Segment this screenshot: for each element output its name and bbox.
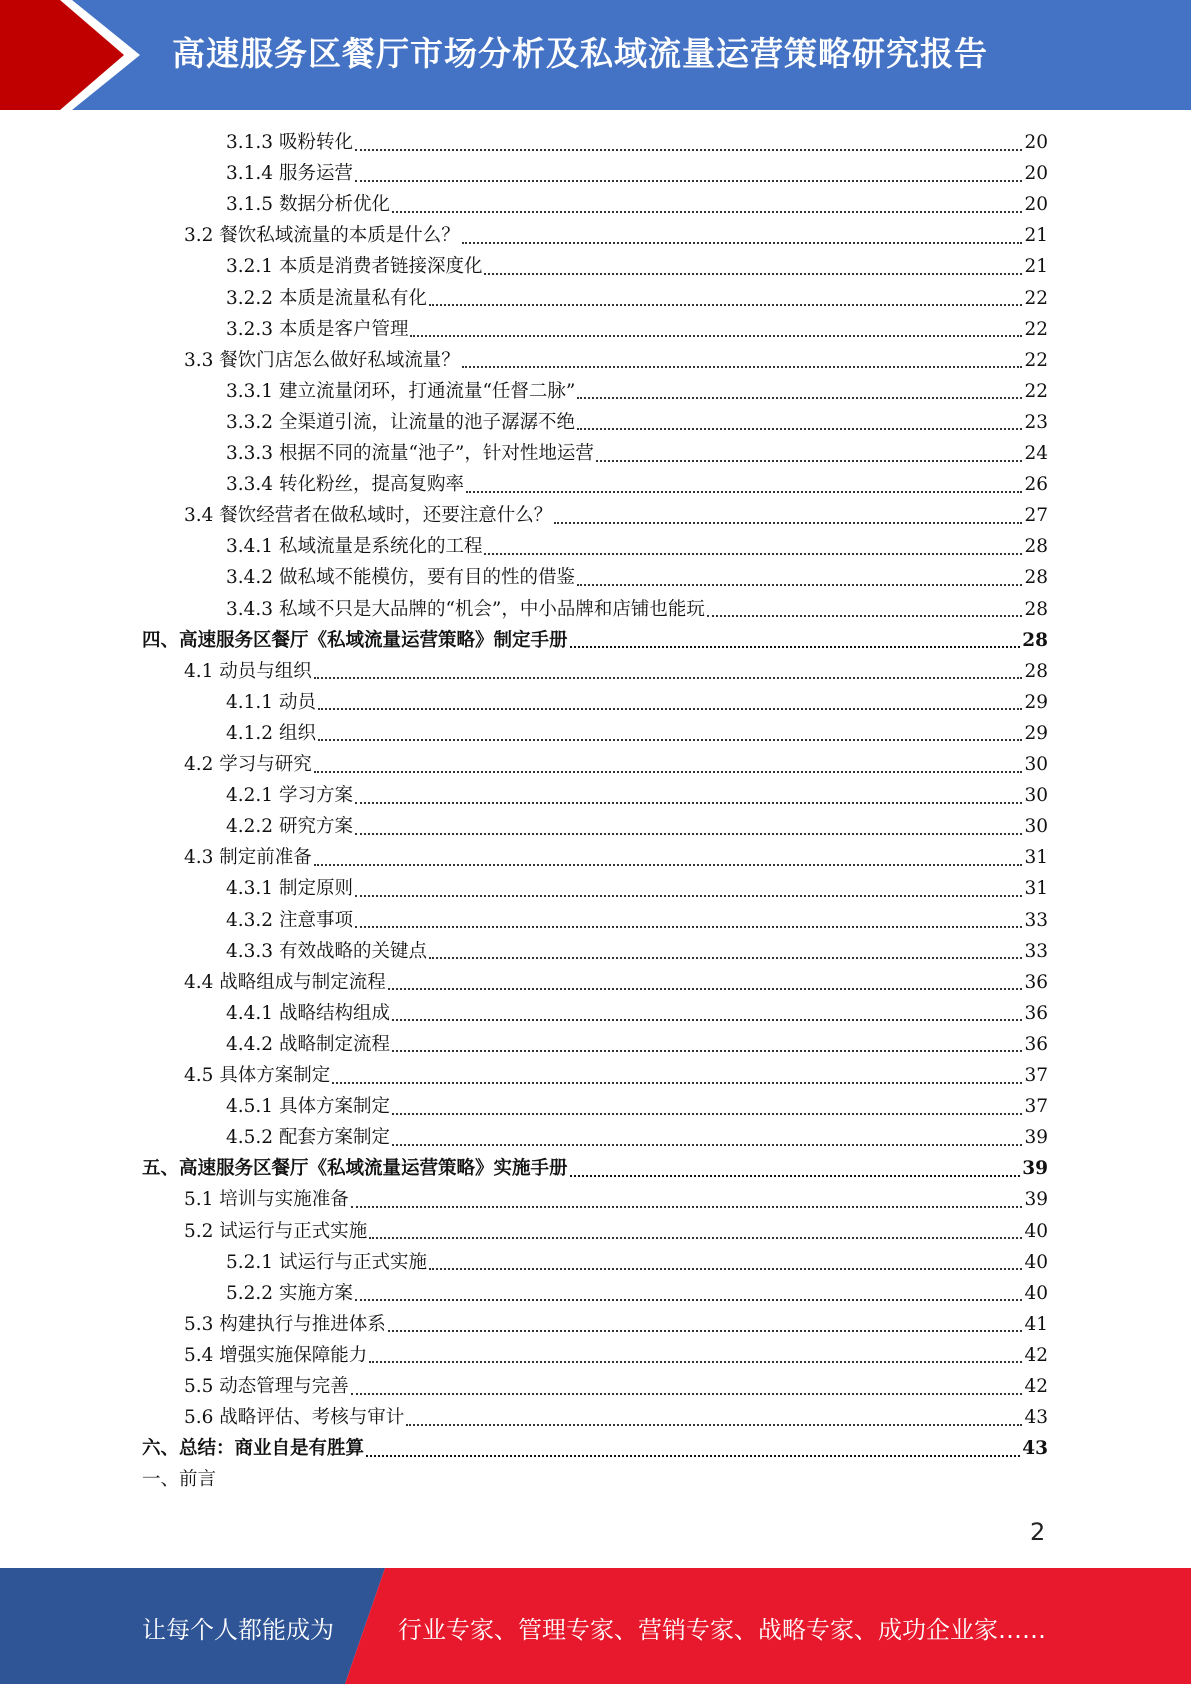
toc-entry-title: 3.4.2 做私域不能模仿，要有目的性的借鉴 — [226, 567, 575, 589]
toc-entry-page: 29 — [1024, 722, 1048, 744]
toc-entry-page: 21 — [1024, 225, 1048, 247]
toc-entry[interactable] — [0, 345, 1048, 376]
toc-entry[interactable] — [0, 1247, 1048, 1278]
toc-entry[interactable] — [0, 1464, 600, 1495]
toc-entry-title: 4.5.2 配套方案制定 — [226, 1127, 390, 1149]
toc-entry-page: 39 — [1022, 1158, 1048, 1180]
toc-entry-title: 4.1.1 动员 — [226, 691, 316, 713]
toc-entry-title: 3.4 餐饮经营者在做私域时，还要注意什么？ — [184, 505, 553, 527]
toc-entry-title: 3.1.4 服务运营 — [226, 163, 353, 185]
toc-leader-dots — [392, 1144, 1022, 1146]
toc-entry-page: 28 — [1024, 660, 1048, 682]
toc-entry-page: 21 — [1024, 256, 1048, 278]
toc-entry[interactable] — [0, 998, 1048, 1029]
toc-entry[interactable] — [0, 1433, 1048, 1464]
toc-entry-title: 4.1.2 组织 — [226, 722, 316, 744]
toc-entry-page: 23 — [1024, 411, 1048, 433]
toc-entry[interactable] — [0, 656, 1048, 687]
toc-entry[interactable] — [0, 251, 1048, 282]
page-header — [0, 0, 1191, 110]
toc-entry-title: 3.2.2 本质是流量私有化 — [226, 287, 427, 309]
toc-entry-title: 5.6 战略评估、考核与审计 — [184, 1407, 405, 1429]
toc-leader-dots — [369, 1361, 1022, 1363]
toc-leader-dots — [388, 1330, 1023, 1332]
toc-entry[interactable] — [0, 562, 1048, 593]
toc-leader-dots — [392, 1050, 1022, 1052]
toc-entry-title: 3.4.1 私域流量是系统化的工程 — [226, 536, 483, 558]
toc-entry-page: 22 — [1024, 318, 1048, 340]
toc-entry-title: 4.5 具体方案制定 — [184, 1065, 331, 1086]
toc-entry-page: 31 — [1024, 847, 1048, 869]
footer-slogan-right: 行业专家、管理专家、营销专家、战略专家、成功企业家…… — [398, 1616, 1046, 1644]
toc-leader-dots — [570, 1175, 1021, 1177]
toc-entry-title: 4.3.2 注意事项 — [226, 909, 353, 931]
toc-entry[interactable] — [0, 936, 1048, 967]
toc-leader-dots — [577, 397, 1022, 399]
toc-entry[interactable] — [0, 749, 1048, 780]
toc-entry-page: 33 — [1024, 909, 1048, 931]
toc-leader-dots — [392, 1019, 1022, 1021]
toc-entry-page: 30 — [1024, 785, 1048, 807]
toc-entry-title: 3.3.1 建立流量闭环，打通流量“任督二脉” — [226, 380, 576, 402]
toc-entry[interactable] — [0, 1122, 1048, 1153]
toc-leader-dots — [314, 677, 1023, 679]
toc-leader-dots — [355, 833, 1023, 835]
toc-entry-title: 4.4.1 战略结构组成 — [226, 1002, 390, 1024]
toc-entry-page: 30 — [1024, 816, 1048, 838]
toc-entry[interactable] — [0, 625, 1048, 656]
toc-leader-dots — [577, 584, 1022, 586]
toc-leader-dots — [406, 1424, 1022, 1426]
toc-entry[interactable] — [0, 718, 1048, 749]
toc-entry-page: 41 — [1024, 1313, 1048, 1335]
toc-entry-title: 3.3.3 根据不同的流量“池子”，针对性地运营 — [226, 443, 594, 464]
toc-entry-page: 36 — [1024, 1002, 1048, 1024]
toc-entry-title: 3.2.3 本质是客户管理 — [226, 318, 409, 340]
toc-leader-dots — [318, 708, 1023, 710]
toc-leader-dots — [351, 1393, 1023, 1395]
toc-entry-page: 37 — [1024, 1096, 1048, 1118]
toc-entry[interactable] — [0, 1216, 1048, 1247]
toc-leader-dots — [369, 1237, 1022, 1239]
toc-leader-dots — [388, 988, 1023, 990]
toc-leader-dots — [462, 242, 1023, 244]
toc-entry-page: 40 — [1024, 1282, 1048, 1304]
toc-entry[interactable] — [0, 594, 1048, 625]
toc-leader-dots — [355, 802, 1023, 804]
toc-entry-title: 5.2.1 试运行与正式实施 — [226, 1251, 427, 1273]
toc-entry-page: 40 — [1024, 1251, 1048, 1273]
toc-entry-title: 4.2.1 学习方案 — [226, 785, 353, 807]
toc-leader-dots — [429, 1268, 1022, 1270]
toc-leader-dots — [596, 460, 1023, 462]
toc-leader-dots — [484, 273, 1022, 275]
toc-entry-title: 4.4.2 战略制定流程 — [226, 1033, 390, 1055]
toc-entry-title: 3.2 餐饮私域流量的本质是什么？ — [184, 225, 460, 247]
toc-entry-title: 5.2.2 实施方案 — [226, 1282, 353, 1304]
toc-entry-title: 一、前言 — [142, 1469, 217, 1491]
toc-entry-page: 36 — [1024, 1033, 1048, 1055]
toc-entry[interactable] — [0, 189, 1048, 220]
toc-leader-dots — [570, 646, 1021, 648]
page-footer — [0, 1568, 1191, 1684]
toc-entry-page: 22 — [1024, 287, 1048, 309]
toc-entry-page: 39 — [1024, 1189, 1048, 1211]
toc-entry-page: 36 — [1024, 971, 1048, 993]
toc-entry-page: 37 — [1024, 1065, 1048, 1086]
toc-leader-dots — [392, 1113, 1022, 1115]
toc-entry-page: 22 — [1024, 349, 1048, 371]
toc-entry-title: 3.4.3 私域不只是大品牌的“机会”，中小品牌和店铺也能玩 — [226, 598, 705, 620]
toc-entry-page: 27 — [1024, 505, 1048, 527]
toc-entry-page: 29 — [1024, 691, 1048, 713]
toc-leader-dots — [429, 304, 1022, 306]
toc-entry-title: 5.4 增强实施保障能力 — [184, 1344, 368, 1366]
toc-entry-page: 40 — [1024, 1220, 1048, 1242]
toc-leader-dots — [429, 957, 1022, 959]
toc-entry[interactable] — [0, 1091, 1048, 1122]
toc-entry-title: 5.1 培训与实施准备 — [184, 1189, 349, 1211]
toc-entry-title: 四、高速服务区餐厅《私域流量运营策略》制定手册 — [142, 629, 568, 651]
toc-leader-dots — [410, 335, 1022, 337]
footer-slogan-left: 让每个人都能成为 — [142, 1616, 334, 1644]
toc-entry-page: 20 — [1024, 163, 1048, 185]
toc-entry-page: 24 — [1024, 443, 1048, 464]
toc-entry[interactable] — [0, 158, 1048, 189]
toc-leader-dots — [554, 522, 1022, 524]
toc-entry-title: 4.3.1 制定原则 — [226, 878, 353, 900]
toc-entry[interactable] — [0, 220, 1048, 251]
toc-entry[interactable] — [0, 967, 1048, 998]
toc-entry-title: 5.5 动态管理与完善 — [184, 1376, 349, 1397]
toc-entry-title: 3.1.3 吸粉转化 — [226, 132, 353, 153]
toc-entry[interactable] — [0, 314, 1048, 345]
toc-entry[interactable] — [0, 1153, 1048, 1184]
toc-entry[interactable] — [0, 1340, 1048, 1371]
toc-entry[interactable] — [0, 531, 1048, 562]
toc-entry[interactable] — [0, 780, 1048, 811]
header-flag-decoration — [0, 0, 160, 110]
toc-entry-title: 3.2.1 本质是消费者链接深度化 — [226, 256, 483, 278]
toc-leader-dots — [332, 1082, 1022, 1084]
toc-leader-dots — [351, 1206, 1023, 1208]
toc-entry-page: 43 — [1024, 1407, 1048, 1429]
toc-leader-dots — [707, 615, 1023, 617]
page-number: 2 — [1030, 1518, 1046, 1546]
toc-entry[interactable] — [0, 283, 1048, 314]
toc-entry[interactable] — [0, 1309, 1048, 1340]
toc-entry-page: 42 — [1024, 1344, 1048, 1366]
toc-entry[interactable] — [0, 905, 1048, 936]
toc-entry-page: 28 — [1024, 567, 1048, 589]
toc-leader-dots — [314, 771, 1023, 773]
toc-entry[interactable] — [0, 1402, 1048, 1433]
toc-entry-title: 3.3 餐饮门店怎么做好私域流量？ — [184, 349, 460, 371]
toc-entry[interactable] — [0, 127, 1048, 158]
toc-entry[interactable] — [0, 811, 1048, 842]
toc-entry-page: 22 — [1024, 380, 1048, 402]
toc-entry-page: 30 — [1024, 754, 1048, 775]
toc-entry-title: 4.4 战略组成与制定流程 — [184, 971, 386, 993]
toc-entry-title: 4.5.1 具体方案制定 — [226, 1096, 390, 1118]
toc-entry-title: 4.3.3 有效战略的关键点 — [226, 940, 427, 962]
toc-leader-dots — [392, 211, 1022, 213]
report-title: 高速服务区餐厅市场分析及私域流量运营策略研究报告 — [172, 34, 988, 73]
toc-entry[interactable] — [0, 687, 1048, 718]
toc-entry[interactable] — [0, 1029, 1048, 1060]
toc-entry-page: 43 — [1022, 1438, 1048, 1460]
toc-entry-page: 42 — [1024, 1376, 1048, 1397]
toc-leader-dots — [355, 180, 1023, 182]
toc-entry[interactable] — [0, 842, 1048, 873]
toc-leader-dots — [318, 739, 1023, 741]
toc-entry[interactable] — [0, 1371, 1048, 1402]
toc-entry[interactable] — [0, 500, 1048, 531]
toc-entry-title: 4.2.2 研究方案 — [226, 816, 353, 838]
toc-entry[interactable] — [0, 407, 1048, 438]
toc-entry-page: 28 — [1022, 629, 1048, 651]
toc-entry-title: 5.3 构建执行与推进体系 — [184, 1313, 386, 1335]
toc-entry-page: 31 — [1024, 878, 1048, 900]
toc-entry-page: 28 — [1024, 598, 1048, 620]
toc-entry-page: 26 — [1024, 474, 1048, 496]
toc-leader-dots — [314, 864, 1023, 866]
toc-entry-page: 20 — [1024, 194, 1048, 216]
toc-leader-dots — [466, 491, 1022, 493]
toc-entry[interactable] — [0, 438, 1048, 469]
toc-entry-title: 4.2 学习与研究 — [184, 754, 312, 775]
toc-entry-title: 五、高速服务区餐厅《私域流量运营策略》实施手册 — [142, 1158, 568, 1180]
toc-entry-title: 3.1.5 数据分析优化 — [226, 194, 390, 216]
toc-leader-dots — [355, 149, 1023, 151]
toc-leader-dots — [462, 366, 1023, 368]
toc-leader-dots — [355, 926, 1023, 928]
toc-entry[interactable] — [0, 376, 1048, 407]
toc-entry-title: 六、总结：商业自是有胜算 — [142, 1438, 365, 1460]
toc-leader-dots — [355, 895, 1023, 897]
toc-entry-title: 5.2 试运行与正式实施 — [184, 1220, 368, 1242]
toc-entry-title: 3.3.2 全渠道引流，让流量的池子潺潺不绝 — [226, 411, 575, 433]
toc-entry[interactable] — [0, 873, 1048, 904]
toc-entry-page: 28 — [1024, 536, 1048, 558]
toc-leader-dots — [484, 553, 1022, 555]
toc-leader-dots — [577, 428, 1022, 430]
toc-entry-title: 3.3.4 转化粉丝，提高复购率 — [226, 474, 464, 496]
toc-leader-dots — [366, 1455, 1020, 1457]
toc-entry-title: 4.1 动员与组织 — [184, 660, 312, 682]
toc-entry-page: 20 — [1024, 132, 1048, 153]
toc-entry[interactable] — [0, 1278, 1048, 1309]
toc-entry-page: 39 — [1024, 1127, 1048, 1149]
toc-entry-title: 4.3 制定前准备 — [184, 847, 312, 869]
toc-entry-page: 33 — [1024, 940, 1048, 962]
toc-leader-dots — [355, 1299, 1023, 1301]
toc-entry[interactable] — [0, 469, 1048, 500]
toc-entry[interactable] — [0, 1184, 1048, 1215]
toc-entry[interactable] — [0, 1060, 1048, 1091]
